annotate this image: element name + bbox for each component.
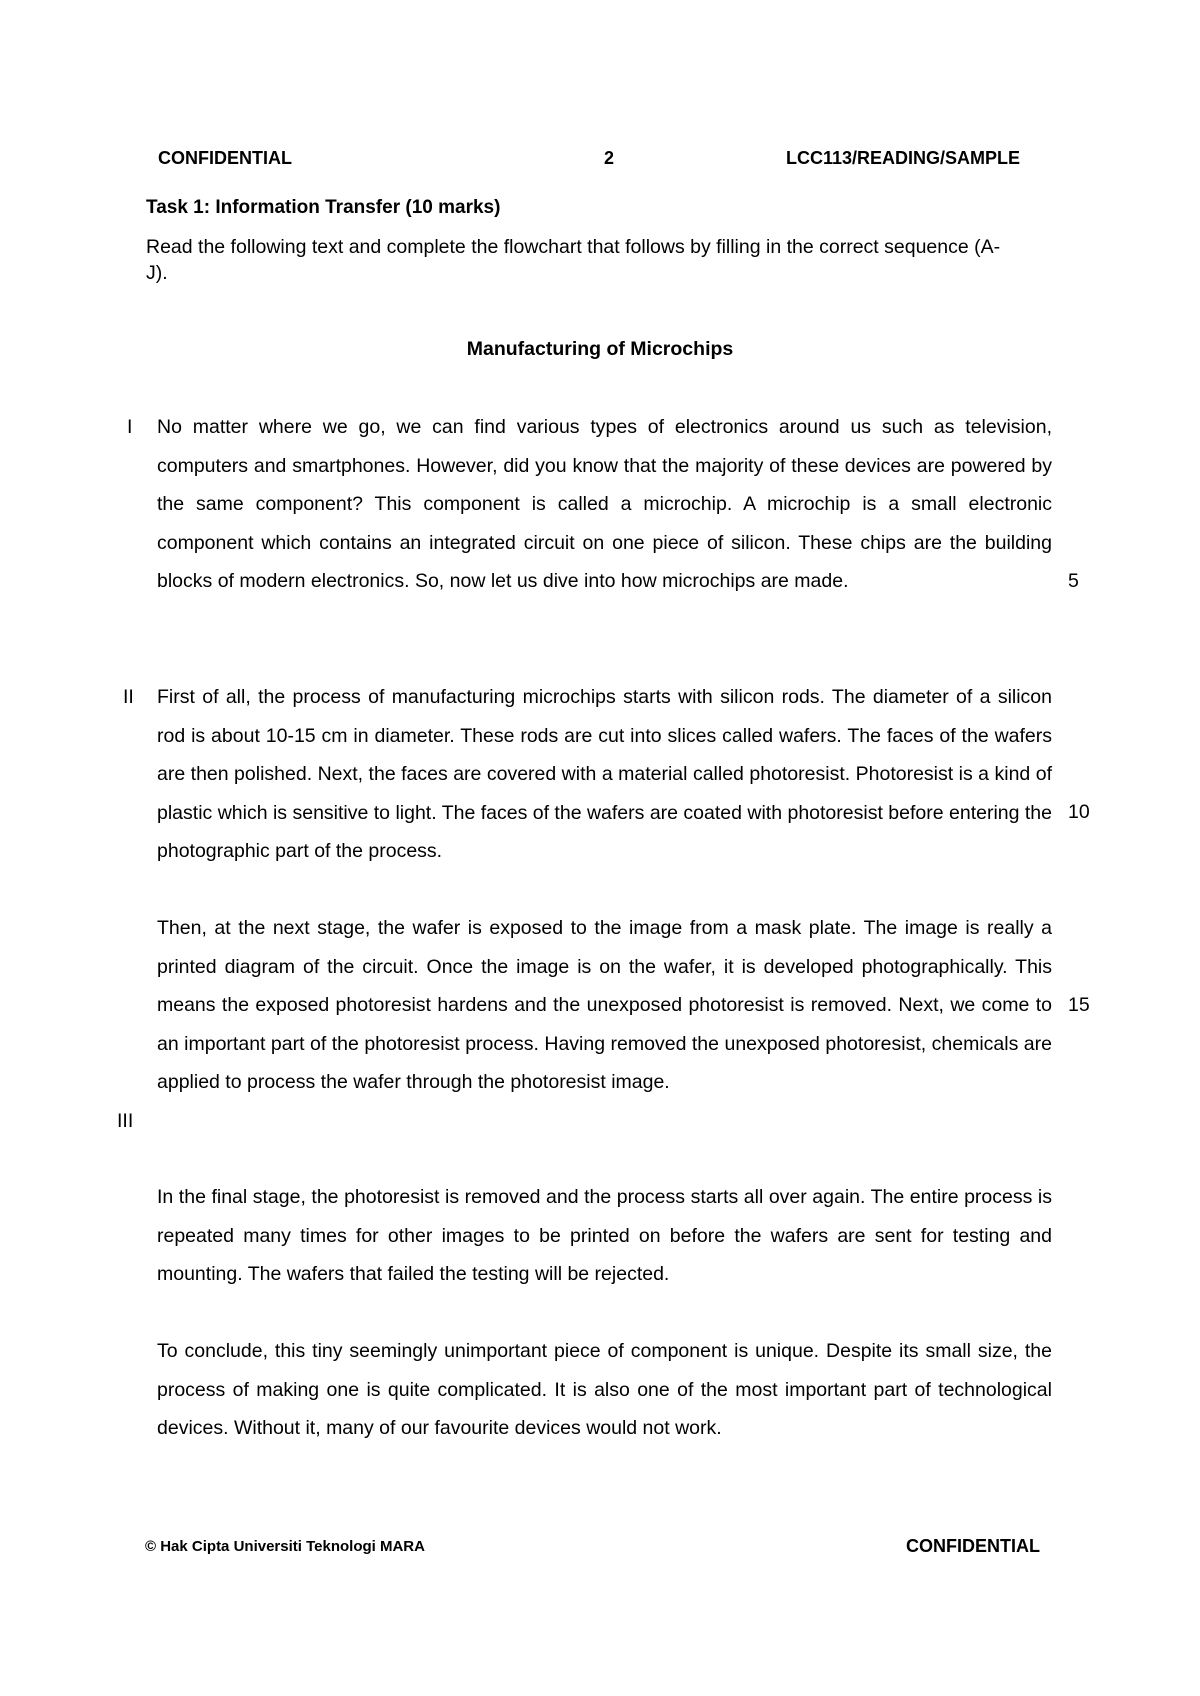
line-number-5: 5 (1068, 570, 1079, 592)
paragraph-2: First of all, the process of manufacturing microchips starts with silicon rods. The diameter of a silicon rod is about 10-15 cm in diameter. These rods are cut into slices called wafers. The faces of the wafers are then polished. Next, the faces are covered with a material called photoresist. Photoresist is a kind of plastic which is sensitive to light. The faces of the wafers are coated with photoresist before entering the photographic part of the process. (157, 686, 1052, 862)
paragraph-5: To conclude, this tiny seemingly unimportant piece of component is unique. Despite its small size, the process of making one is quite complicated. It is also one of the most important part of technological devices. Without it, many of our favourite devices would not work. (157, 1340, 1052, 1439)
task-title: Task 1: Information Transfer (10 marks) (146, 197, 501, 218)
header-confidential: CONFIDENTIAL (158, 148, 292, 168)
article-title: Manufacturing of Microchips (466, 338, 734, 360)
footer-copyright: © Hak Cipta Universiti Teknologi MARA (145, 1538, 425, 1555)
task-instructions: Read the following text and complete the flowchart that follows by filling in the correct sequence (A-J). (146, 236, 1001, 284)
page-number: 2 (604, 148, 615, 168)
paragraph-marker-iii: III (117, 1110, 134, 1132)
footer-confidential: CONFIDENTIAL (906, 1536, 1040, 1556)
paragraph-4: In the final stage, the photoresist is removed and the process starts all over again. The entire process is repeated many times for other images to be printed on before the wafers are sent for testing and mounting. The wafers that failed the testing will be rejected. (157, 1186, 1052, 1285)
paragraph-3: Then, at the next stage, the wafer is exposed to the image from a mask plate. The image is really a printed diagram of the circuit. Once the image is on the wafer, it is developed photographically. This means the exposed photoresist hardens and the unexposed photoresist is removed. Next, we come to an important part of the photoresist process. Having removed the unexposed photoresist, chemicals are applied to process the wafer through the photoresist image. (157, 917, 1052, 1093)
paragraph-1: No matter where we go, we can find various types of electronics around us such as television, computers and smartphones. However, did you know that the majority of these devices are powered by the same component? This component is called a microchip. A microchip is a small electronic component which contains an integrated circuit on one piece of silicon. These chips are the building blocks of modern electronics. So, now let us dive into how microchips are made. (157, 416, 1052, 592)
line-number-10: 10 (1068, 801, 1090, 823)
header-course-code: LCC113/READING/SAMPLE (786, 148, 1021, 168)
paragraph-marker-ii: II (123, 686, 134, 708)
paragraph-marker-i: I (127, 416, 133, 438)
line-number-15: 15 (1068, 994, 1090, 1016)
